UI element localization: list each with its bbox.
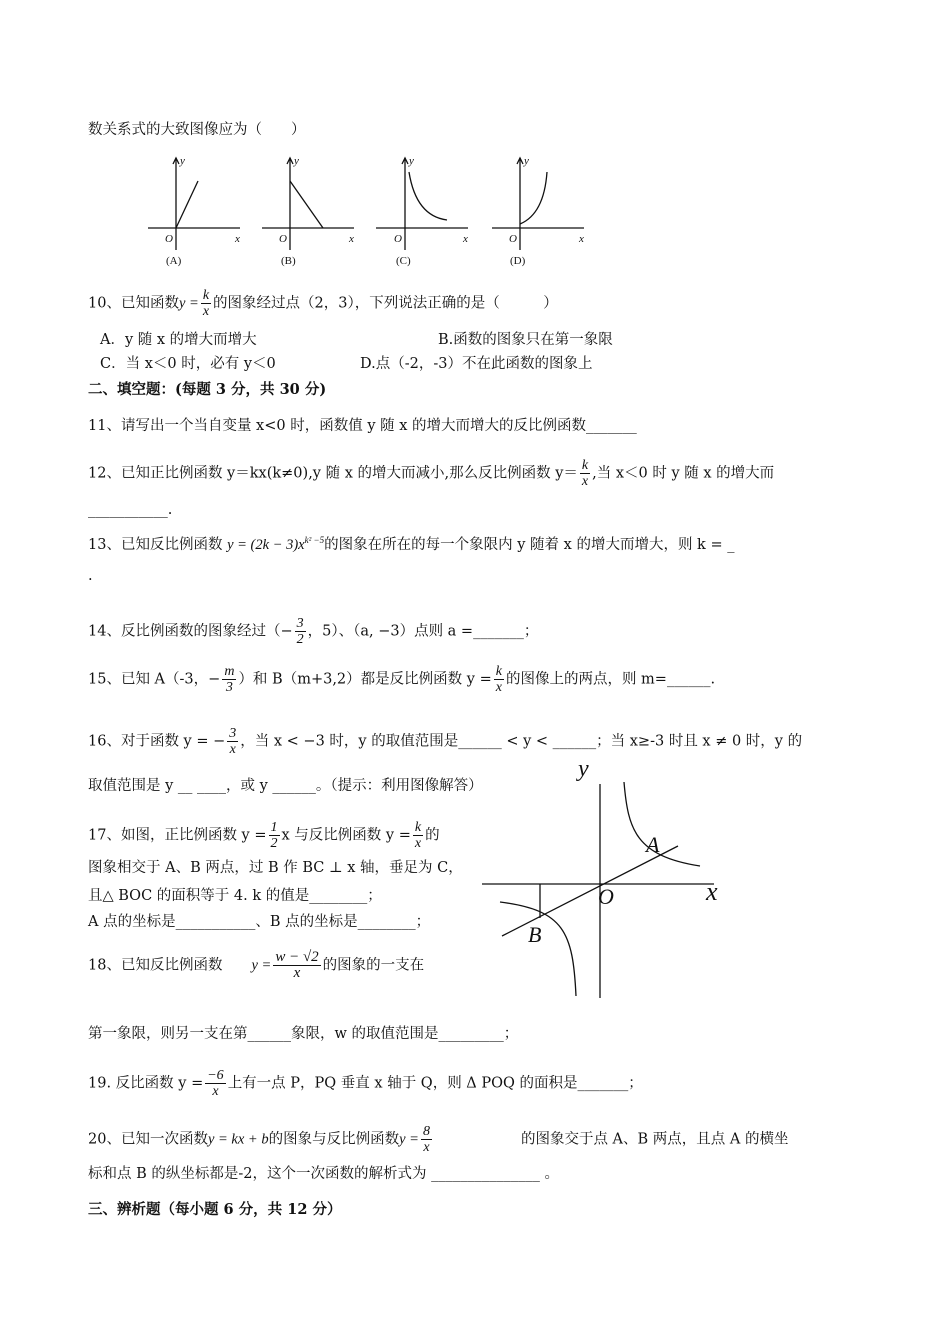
svg-text:x: x [579, 233, 584, 245]
figure-y-label: y [578, 760, 589, 782]
section-3-title: 三、辨析题（每小题 6 分，共 12 分） [88, 1201, 342, 1218]
svg-text:O: O [509, 233, 517, 245]
q12-blank: ___________. [88, 502, 173, 518]
q15: 15、已知 A（-3，− $\frac{m}{3}$ ）和 B（m+3,2）都是反比例函数 y = $\frac{k}{x}$ 的图像上的两点，则 m=______. [88, 664, 716, 695]
q10-option-b: B.函数的图象只在第一象限 [438, 332, 613, 348]
axis-y-label: y [180, 155, 185, 167]
svg-text:O: O [394, 233, 402, 245]
q20: 20、已知一次函数y = kx + b的图象与反比例函数y = $\frac{8}{x}$ 的图象交于点 A、B 两点，且点 A 的横坐 [88, 1124, 789, 1155]
q10-stem: 10、已知函数y = $\frac{k}{x}$ 的图象经过点（2，3），下列说法正确的是（ ） [88, 288, 558, 319]
graph-d [492, 158, 584, 250]
svg-text:y: y [294, 155, 299, 167]
svg-text:y: y [524, 155, 529, 167]
svg-text:O: O [165, 233, 173, 245]
q10-option-a: A．y 随 x 的增大而增大 [100, 332, 257, 348]
section-2-title: 二、填空题：(每题 3 分，共 30 分) [88, 381, 327, 398]
hyperbola-q3 [500, 902, 576, 996]
svg-text:x: x [235, 233, 240, 245]
q17-figure [478, 760, 738, 1000]
q14: 14、反比例函数的图象经过（− $\frac{3}{2}$ ，5）、（a, −3）点则 a =_______； [88, 616, 539, 647]
option-c-label: (C) [396, 255, 411, 267]
q16: 16、对于函数 y = − $\frac{3}{x}$ ，当 x < −3 时，y 的取值范围是______ < y < ______；当 x≥-3 时且 x ≠ 0 时，y 的 [88, 726, 803, 757]
figure-origin-label: O [598, 884, 614, 909]
svg-text:x: x [463, 233, 468, 245]
option-d-label: (D) [510, 255, 526, 267]
q17-line2: 图象相交于 A、B 两点，过 B 作 BC ⊥ x 轴，垂足为 C， [88, 860, 463, 876]
q13: 13、已知反比例函数 $y = (2k - 3)x^{k^2 -5}$的图象在所在的每一个象限内 y 随着 x 的增大而增大，则 k = _ [88, 535, 735, 553]
graph-c [376, 158, 468, 250]
q16-line2: 取值范围是 y __ ____，或 y ______。（提示：利用图像解答） [88, 778, 483, 794]
q9-text: 数关系式的大致图像应为（ ） [88, 122, 306, 138]
option-b-label: (B) [281, 255, 296, 267]
svg-text:O: O [279, 233, 287, 245]
q9-graphs [140, 150, 620, 270]
point-b-label: B [528, 922, 542, 947]
hyperbola-q1 [624, 782, 700, 866]
q17-line4: A 点的坐标是___________、B 点的坐标是________； [88, 914, 431, 930]
q17-line1: 17、如图，正比例函数 y = $\frac{1}{2}$ x 与反比例函数 y = $\frac{k}{x}$ 的 [88, 820, 440, 851]
q13-end: . [88, 568, 93, 584]
q11: 11、请写出一个当自变量 x<0 时，函数值 y 随 x 的增大而增大的反比例函数_______ [88, 418, 637, 434]
svg-text:x: x [349, 233, 354, 245]
q10-option-c: C．当 x＜0 时，必有 y＜0 [100, 356, 276, 372]
point-a-label: A [646, 832, 660, 857]
option-a-label: (A) [166, 255, 182, 267]
figure-x-label: x [706, 877, 718, 906]
q17-line3: 且△ BOC 的面积等于 4. k 的值是________； [88, 888, 382, 904]
q19: 19. 反比函数 y = $\frac{-6}{x}$ 上有一点 P，PQ 垂直 x 轴于 Q，则 Δ POQ 的面积是_______； [88, 1068, 643, 1099]
q18-line2: 第一象限，则另一支在第______象限，w 的取值范围是_________； [88, 1026, 519, 1042]
graph-b [262, 158, 354, 250]
q10-option-d: D.点（-2，-3）不在此函数的图象上 [360, 356, 593, 372]
q12: 12、已知正比例函数 y＝kx(k≠0),y 随 x 的增大而减小,那么反比例函数 y＝ $\frac{k}{x}$ ,当 x＜0 时 y 随 x 的增大而 [88, 458, 775, 489]
svg-text:y: y [409, 155, 414, 167]
q20-line2: 标和点 B 的纵坐标都是-2，这个一次函数的解析式为 _______________ 。 [88, 1166, 559, 1182]
q18: 18、已知反比例函数 y = $\frac{w - √2}{x}$ 的图象的一支在 [88, 949, 425, 981]
graph-a [148, 158, 240, 250]
